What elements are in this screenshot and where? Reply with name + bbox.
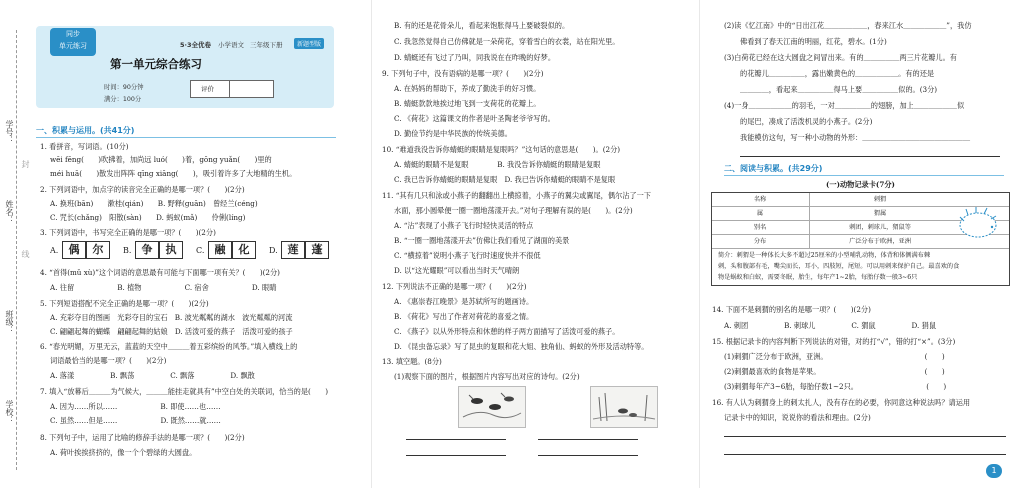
animal-record-card bbox=[711, 192, 1010, 286]
q13-part-3-a: (3)白荷花已经在这大圆盘之间冒出来。有的＿＿＿＿＿两三片花瓣儿。有 bbox=[724, 53, 957, 62]
subject-name: 小学语文 bbox=[218, 41, 244, 49]
q16-stem-2: 记录卡中的知识，说说你的看法和理由。(2分) bbox=[724, 413, 871, 422]
card-key: 分布 bbox=[753, 238, 767, 245]
q3-char: 莲 bbox=[281, 241, 305, 259]
score-divider bbox=[229, 81, 230, 97]
q9-stem: 9. 下列句子中，没有语病的是哪一项？( )(2分) bbox=[382, 69, 544, 78]
unit-badge bbox=[50, 28, 96, 56]
badge-line-1: 同步 bbox=[66, 30, 80, 38]
q3-char: 争 bbox=[135, 241, 159, 259]
section-1-rule bbox=[36, 137, 336, 138]
page-title: 第一单元综合练习 bbox=[110, 57, 202, 71]
line-label: 线 bbox=[21, 250, 30, 258]
q11-option-c: C. “横掠着”说明小燕子飞行时速度快并不很低 bbox=[394, 251, 541, 260]
q6-stem: 6. “春光明媚，万里无云，蓝蓝的天空中＿＿＿着五彩缤纷的风筝。”填入横线上的 bbox=[40, 342, 298, 351]
seal-label: 封 bbox=[21, 160, 30, 168]
q5-stem: 5. 下列短语搭配不完全正确的是哪一项？( )(2分) bbox=[40, 299, 209, 308]
series-name: 5·3全优卷 bbox=[180, 41, 212, 49]
poem-answer-line[interactable] bbox=[538, 439, 638, 440]
card-title: (一)动物记录卡(7分) bbox=[826, 180, 895, 189]
name-label: 姓名： bbox=[5, 200, 14, 224]
q7-opt-cd: C. 虽然……但是…… D. 既然……就…… bbox=[50, 416, 221, 425]
binding-line bbox=[16, 30, 17, 470]
q3-option-c: C. bbox=[196, 246, 205, 255]
q11-option-d: D. 以“这光耀眼”可以看出当时天气晴朗 bbox=[394, 266, 520, 275]
section-2-rule bbox=[724, 175, 1004, 176]
river-illustration bbox=[591, 387, 657, 427]
card-key: 名称 bbox=[753, 196, 767, 203]
card-key: 别名 bbox=[753, 224, 767, 231]
q15-item-2: (2)刺猬最喜欢的食物是苹果。 ( ) bbox=[724, 367, 945, 376]
q2-opt-cd: C. 咒长(chǎng) 阳散(sàn) D. 蚂蚁(mǎ) 伶俐(líng) bbox=[50, 213, 246, 222]
q3-option-b: B. bbox=[123, 246, 132, 255]
q4-stem: 4. “首得(mǔ xù)”这个词语的意思最有可能与下面哪一项有关？( )(2分) bbox=[40, 268, 280, 277]
card-value: 刺团，刺球儿，猬鼠等 bbox=[809, 221, 950, 234]
q3-char: 偶 bbox=[62, 241, 86, 259]
q13-part-2-b: 佛看到了春天江南的明丽，红花，碧水。(1分) bbox=[740, 37, 887, 46]
section-2-title: 二、阅读与积累。(共29分) bbox=[724, 164, 823, 173]
q12-option-a: A. 《惠崇春江晚景》是苏轼所写的题画诗。 bbox=[394, 297, 534, 306]
ink-painting-river bbox=[590, 386, 658, 428]
q3-stem: 3. 下列词语中，书写完全正确的是哪一项？( )(2分) bbox=[40, 228, 216, 237]
q14-options: A. 刺团 B. 刺球儿 C. 猬鼠 D. 狷鼠 bbox=[724, 321, 937, 330]
q11-option-a: A. “沾”表现了小燕子飞行时轻快灵活的特点 bbox=[394, 221, 534, 230]
q9-option-d: D. 勤俭节约是中华民族的传统美德。 bbox=[394, 129, 512, 138]
q1-stem: 1. 看拼音，写词语。(10分) bbox=[40, 142, 129, 151]
q14-stem: 14. 下面不是刺猬的别名的是哪一项？( )(2分) bbox=[712, 305, 871, 314]
birds-illustration bbox=[459, 387, 525, 427]
page-middle bbox=[372, 0, 700, 488]
q13-part-3-c: ＿＿＿＿，看起来＿＿＿＿＿得马上要＿＿＿＿＿似的。(3分) bbox=[740, 85, 938, 94]
q9-option-a: A. 在妈妈的帮助下，养成了勤洗手的好习惯。 bbox=[394, 84, 541, 93]
q13-imitation: 我能模仿这句，写一种小动物的外形：＿＿＿＿＿＿＿＿＿＿＿＿＿＿＿ bbox=[740, 133, 971, 142]
card-intro-2: 刺，头和腹部有毛，嘴尖而长，耳小，四肢短，尾短。可以用刺来保护自己。最喜欢的食 bbox=[718, 263, 960, 270]
poem-answer-line[interactable] bbox=[538, 455, 638, 456]
q8-option-c: C. 我忽然觉得自己仿佛就是一朵荷花，穿着雪白的衣裳，站在阳光里。 bbox=[394, 37, 620, 46]
q11-stem: 11. “其有几只和泳或小燕子的翻翻出上横掠着，小燕子的翼尖或翼尾，偶尔沾了一下 bbox=[382, 191, 651, 200]
poem-answer-line[interactable] bbox=[406, 455, 506, 456]
q5-opt-cd: C. 翩翩起舞的蝴蝶 翩翩起舞的姑娘 D. 活泼可爱的燕子 活泼可爱的孩子 bbox=[50, 327, 293, 336]
q13-stem: 13. 填空题。(8分) bbox=[382, 357, 442, 366]
q3-char: 执 bbox=[159, 241, 183, 259]
q3-char: 融 bbox=[208, 241, 232, 259]
q3-char: 尔 bbox=[86, 241, 110, 259]
card-intro-1: 简介：刺猬是一种体长大多不超过25厘米的小型哺乳动物，体背和体侧满布棘 bbox=[718, 252, 931, 259]
q15-item-1: (1)刺猬广泛分布于欧洲，亚洲。 ( ) bbox=[724, 352, 945, 361]
q13-part-1: (1)观察下面的图片，根据图片内容写出对应的诗句。(2分) bbox=[394, 372, 580, 381]
q10-opt-ab: A. 蜻蜓的眼睛不是复眼 B. 我没告诉你蜻蜓的眼睛是复眼 bbox=[394, 160, 601, 169]
poem-answer-line[interactable] bbox=[406, 439, 506, 440]
badge-line-2: 单元练习 bbox=[59, 42, 87, 50]
school-label: 学校： bbox=[5, 400, 14, 424]
student-id-label: 学号： bbox=[5, 120, 14, 144]
page-number: 1 bbox=[986, 464, 1002, 478]
q12-option-d: D. 《昆虫备忘录》写了昆虫的复眼和花大姐、独角仙、蚂蚁的外形及活动特等。 bbox=[394, 342, 649, 351]
q13-part-2-a: (2)读《忆江南》中的“日出江花＿＿＿＿＿＿，春来江水＿＿＿＿＿＿”，我仿 bbox=[724, 21, 972, 30]
grade-name: 三年级下册 bbox=[250, 41, 283, 49]
full-score: 满分：100分 bbox=[104, 96, 142, 103]
q13-part-4-a: (4)一身＿＿＿＿＿＿的羽毛，一对＿＿＿＿＿的翅膀，加上＿＿＿＿＿＿似 bbox=[724, 101, 965, 110]
class-label: 班级： bbox=[5, 310, 14, 334]
score-label: 评价 bbox=[201, 85, 214, 93]
q6-options: A. 落漾 B. 飘荡 C. 飘落 D. 飘散 bbox=[50, 371, 255, 380]
q15-stem: 15. 根据记录卡的内容判断下列说法的对错，对的打“√”，错的打“×”。(3分) bbox=[712, 337, 956, 346]
q9-option-c: C. 《荷花》这篇课文的作者是叶圣陶老爷爷写的。 bbox=[394, 114, 555, 123]
q3-char: 蓬 bbox=[305, 241, 329, 259]
card-value: 刺猬 bbox=[809, 193, 950, 206]
q11-stem-2: 水面，那小圆晕便一圈一圈地荡漾开去。”对句子理解有误的是( )。(2分) bbox=[394, 206, 633, 215]
q11-option-b: B. “一圈一圈地荡漾开去”仿佛让我们看见了湖面的美景 bbox=[394, 236, 570, 245]
q8-option-d: D. 蜻蜓还有飞过了乃叫，同我说在在昨晚的好梦。 bbox=[394, 53, 556, 62]
q1-line-b: méi huā( )散发出阵阵 qīng xiāng( )，吸引着许多了大地精的生机。 bbox=[50, 169, 297, 178]
section-1-title: 一、积累与运用。(共41分) bbox=[36, 126, 135, 135]
edition-tag: 新题型版 bbox=[294, 38, 324, 49]
q16-stem: 16. 有人认为刺猬身上的刺太扎人，没有存在的必要，你同意这种说法吗？请运用 bbox=[712, 398, 971, 407]
time-limit: 时间：90分钟 bbox=[104, 84, 144, 91]
q12-option-b: B. 《荷花》写出了作者对荷花的喜爱之情。 bbox=[394, 312, 534, 321]
q8-option-a: A. 荷叶挨挨挤挤的，像一个个碧绿的大圆盘。 bbox=[50, 448, 197, 457]
q3-option-a: A. bbox=[50, 246, 59, 255]
q12-stem: 12. 下列说法不正确的是哪一项？( )(2分) bbox=[382, 282, 527, 291]
q16-answer-line[interactable] bbox=[724, 454, 1006, 455]
q13-part-4-b: 的尾巴，凑成了活泼机灵的小燕子。(2分) bbox=[740, 117, 873, 126]
q7-stem: 7. 填入“放幕后＿＿＿为气候大，＿＿＿能挂走就具有”中空白处的关联词，恰当的是( ) bbox=[40, 387, 329, 396]
hedgehog-icon bbox=[956, 199, 1000, 243]
card-key: 属 bbox=[756, 210, 764, 217]
q10-opt-cd: C. 我已告诉你蜻蜓的眼睛是复眼 D. 我已告诉你蜻蜓的眼睛不是复眼 bbox=[394, 175, 616, 184]
q8-stem: 8. 下列句子中，运用了比喻的修辞手法的是哪一项？( )(2分) bbox=[40, 433, 245, 442]
q3-option-d: D. bbox=[269, 246, 278, 255]
card-intro-3: 物是蜗蚁和白蚁，需要冬眠，胎生，每年产1~2胎，每胎仔数一般3~6只 bbox=[718, 274, 918, 281]
q16-answer-line[interactable] bbox=[724, 436, 1006, 437]
imitation-answer-line[interactable] bbox=[740, 156, 1000, 157]
score-box[interactable] bbox=[190, 80, 274, 98]
q4-options: A. 往留 B. 植物 C. 宿舍 D. 眼睛 bbox=[50, 283, 277, 292]
q5-opt-ab: A. 充彩夺目的图画 光彩夺目的宝石 B. 波光粼粼的湖水 波光粼粼的河流 bbox=[50, 313, 293, 322]
q8-option-b: B. 有的还是花骨朵儿，看起来饱胀得马上要破裂似的。 bbox=[394, 21, 570, 30]
q7-opt-ab: A. 因为……所以…… B. 即使……也…… bbox=[50, 402, 221, 411]
q6-stem-2: 词语最恰当的是哪一项？( )(2分) bbox=[50, 356, 167, 365]
q2-stem: 2. 下列词语中，加点字的读音完全正确的是哪一项？( )(2分) bbox=[40, 185, 245, 194]
q2-opt-ab: A. 换班(bān) 漱桂(qián) B. 野释(guān) 曾经兰(céng) bbox=[50, 199, 258, 208]
q1-line-a: wēi fēng( )吹拂着，加尚远 luó( )着，gōng yuǎn( )里的 bbox=[50, 155, 272, 164]
q15-item-3: (3)刺猬每年产3~6胎，每胎仔数1~2只。 ( ) bbox=[724, 382, 947, 391]
ink-painting-birds bbox=[458, 386, 526, 428]
card-value: 猬属 bbox=[809, 207, 950, 220]
q10-stem: 10. “难道我没告诉你蜻蜓的眼睛是复眼吗？”这句话的意思是( )。(2分) bbox=[382, 145, 621, 154]
page-left bbox=[0, 0, 372, 488]
q13-part-3-b: 的花瓣儿＿＿＿＿＿，露出嫩黄色的＿＿＿＿＿＿。有的还是 bbox=[740, 69, 935, 78]
q3-char: 化 bbox=[232, 241, 256, 259]
q9-option-b: B. 蜻蜓款款地挨过地飞到一支荷花的花瓣上。 bbox=[394, 99, 541, 108]
card-value: 广泛分布于欧洲，亚洲 bbox=[809, 235, 950, 248]
q12-option-c: C. 《燕子》以从外形特点和休憩的样子两方面描写了活泼可爱的燕子。 bbox=[394, 327, 620, 336]
